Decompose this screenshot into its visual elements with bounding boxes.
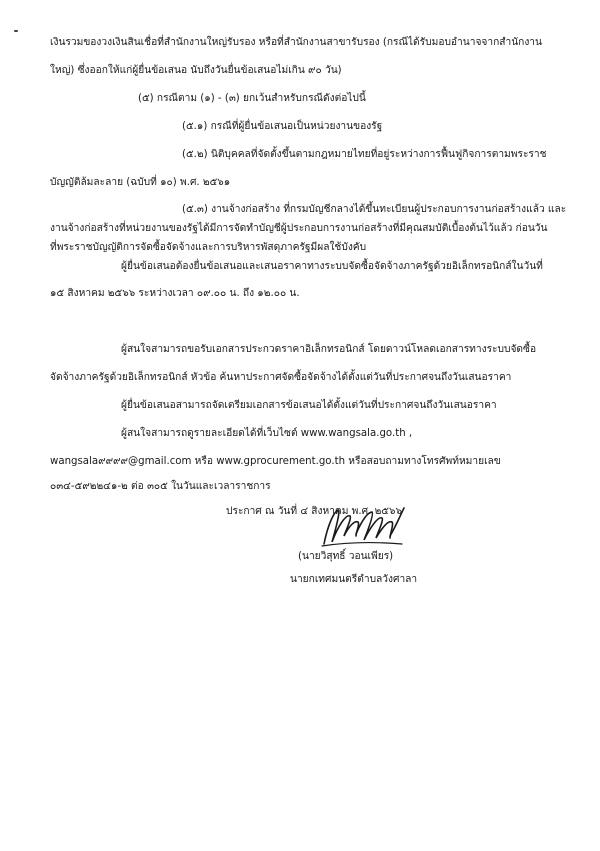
signer-name: (นายวิสุทธิ์ วอนเพียร) bbox=[298, 551, 394, 562]
clause-5-2-cont: บัญญัติล้มละลาย (ฉบับที่ ๑๐) พ.ศ. ๒๕๖๑ bbox=[50, 177, 231, 188]
submission-para: ผู้ยื่นข้อเสนอต้องยื่นข้อเสนอและเสนอราคาทางระบบจัดซื้อจัดจ้างภาครัฐด้วยอิเล็กทรอนิกส์ในวันที่ bbox=[121, 261, 543, 272]
phone-line: ๐๓๔-๕๙๒๒๔๑-๒ ต่อ ๓๐๕ ในวันและเวลาราชการ bbox=[50, 481, 271, 492]
clause-5-1: (๕.๑) กรณีที่ผู้ยื่นข้อเสนอเป็นหน่วยงานของรัฐ bbox=[182, 121, 383, 132]
clause-5: (๕) กรณีตาม (๑) - (๓) ยกเว้นสำหรับกรณีดังต่อไปนี้ bbox=[138, 93, 366, 104]
submission-date: ๑๕ สิงหาคม ๒๕๖๖ ระหว่างเวลา ๐๙.๐๐ น. ถึง ๑๒.๐๐ น. bbox=[50, 288, 300, 299]
para-line-1: เงินรวมของวงเงินสินเชื่อที่สำนักงานใหญ่รับรอง หรือที่สำนักงานสาขารับรอง (กรณีได้รับมอบอำนาจจากสำนักงาน bbox=[50, 37, 542, 48]
announce-date: ประกาศ ณ วันที่ ๔ สิงหาคม พ.ศ. ๒๕๖๖ bbox=[226, 506, 402, 517]
para-line-2: ใหญ่) ซึ่งออกให้แก่ผู้ยื่นข้อเสนอ นับถึงวันยื่นข้อเสนอไม่เกิน ๙๐ วัน) bbox=[50, 65, 342, 76]
prepare-para: ผู้ยื่นข้อเสนอสามารถจัดเตรียมเอกสารข้อเสนอได้ตั้งแต่วันที่ประกาศจนถึงวันเสนอราคา bbox=[121, 400, 497, 411]
download-para-cont: จัดจ้างภาครัฐด้วยอิเล็กทรอนิกส์ หัวข้อ ค้นหาประกาศจัดซื้อจัดจ้างได้ตั้งแต่วันที่ประกาศจนถึงวันเสนอราคา bbox=[50, 372, 512, 383]
signer-title: นายกเทศมนตรีตำบลวังศาลา bbox=[290, 574, 418, 585]
scan-speck bbox=[14, 30, 18, 32]
website-para: ผู้สนใจสามารถดูรายละเอียดได้ที่เว็บไซต์ www.wangsala.go.th , bbox=[121, 428, 413, 439]
contact-line: wangsala๙๙๙๙@gmail.com หรือ www.gprocurement.go.th หรือสอบถามทางโทรศัพท์หมายเลข bbox=[50, 456, 501, 467]
signature bbox=[318, 506, 408, 552]
download-para: ผู้สนใจสามารถขอรับเอกสารประกวดราคาอิเล็กทรอนิกส์ โดยดาวน์โหลดเอกสารทางระบบจัดซื้อ bbox=[121, 344, 537, 355]
clause-5-3-cont-2: ที่พระราชบัญญัติการจัดซื้อจัดจ้างและการบริหารพัสดุภาครัฐมีผลใช้บังคับ bbox=[50, 242, 367, 253]
clause-5-3: (๕.๓) งานจ้างก่อสร้าง ที่กรมบัญชีกลางได้ขึ้นทะเบียนผู้ประกอบการงานก่อสร้างแล้ว และ bbox=[182, 204, 567, 215]
clause-5-3-cont-1: งานจ้างก่อสร้างที่หน่วยงานของรัฐได้มีการจัดทำบัญชีผู้ประกอบการงานก่อสร้างที่มีคุณสมบัติเบื้องต้นไว้แล้ว ก่อนวัน bbox=[50, 223, 548, 234]
clause-5-2: (๕.๒) นิติบุคคลที่จัดตั้งขึ้นตามกฎหมายไทยที่อยู่ระหว่างการฟื้นฟูกิจการตามพระราช bbox=[182, 149, 547, 160]
